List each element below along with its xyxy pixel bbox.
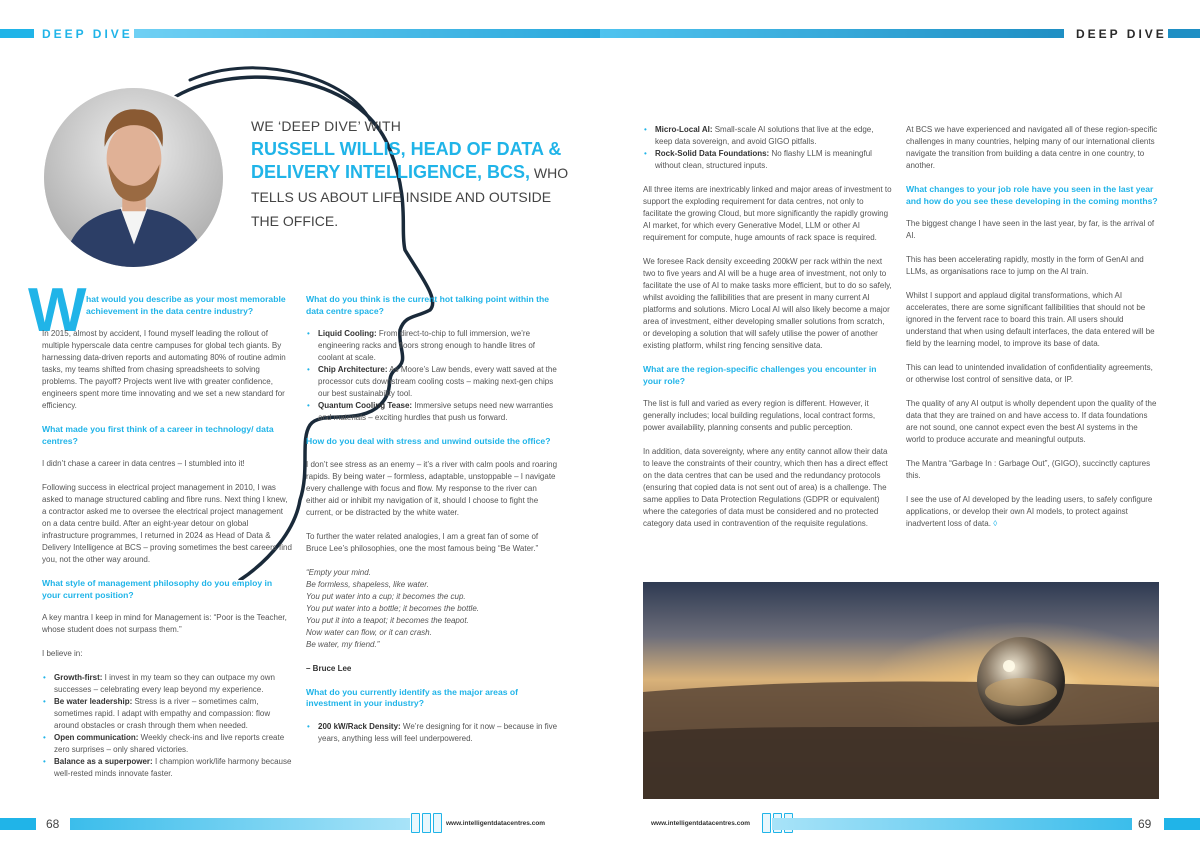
footer-bar-right-long <box>772 818 1132 830</box>
header-bar-left <box>0 29 34 38</box>
end-mark-icon: ◊ <box>993 519 998 528</box>
footer-url-right: www.intelligentdatacentres.com <box>651 820 751 827</box>
list-item: • 200 kW/Rack Density: We’re designing for it now – because in five years, anything less will feel underpowered. <box>306 721 558 745</box>
list-item: • Quantum Cooling Tease: Immersive setups need new warranties and materials – exciting hurdles that push us forward. <box>306 400 558 424</box>
bullet-list <box>643 124 893 172</box>
question-heading: How do you deal with stress and unwind outside the office? <box>306 436 551 446</box>
paragraph: At BCS we have experienced and navigated all of these region-specific challenges in many countries, helping many of our international clients navigate the transition from building a data centre in one country, to another. <box>906 125 1158 170</box>
list-item: • Balance as a superpower: I champion work/life harmony because well-rested minds innovate faster. <box>42 756 292 780</box>
paragraph: In addition, data sovereignty, where any entity cannot allow their data to leave the constraints of their country, which then has a direct effect on the data centres that can be used and the redundancy protocols (ensuring that copied data is not sent out of area) is a challenge. The same applies to Data Protection Regulations (GDPR or equivalent) where the categories of data must be considered and no protected category data used in contravention of the requisite regulations. <box>643 447 888 528</box>
drop-cap: W <box>28 276 87 345</box>
headline <box>251 118 571 233</box>
paragraph: All three items are inextricably linked and major areas of investment to support the exploding requirement for data centres, not only to facilitate the growing Cloud, but more significantly the rapidly growing AI market, for which every Generative Model, LLM or other AI requirement for compute, huge amounts of rack space is required. <box>643 185 892 242</box>
question-heading: What do you think is the current hot talking point within the data centre space? <box>306 294 550 316</box>
paragraph: The quality of any AI output is wholly dependent upon the quality of the data that they are trained on and have access to. If data foundations are not sound, one cannot expect even the best AI systems in the world to produce accurate and meaningful outputs. <box>906 399 1157 444</box>
paragraph: Following success in electrical project management in 2010, I was asked to manage structured cabling and fibre runs. Next thing I knew, a contractor asked me to oversee the electrical project management on a data centre build. After an eight-year detour on global infrastructure programmes, I returned in 2024 as Head of Data & Delivery Intelligence at BCS – proving sometimes the best careers find you, not the other way around. <box>42 483 292 564</box>
question-heading: What are the region-specific challenges you encounter in your role? <box>643 364 877 386</box>
footer-bar-left <box>0 818 36 830</box>
headline-rest: WHO TELLS US ABOUT LIFE INSIDE AND OUTSIDE THE OFFICE. <box>251 165 569 229</box>
list-item: • Open communication: Weekly check-ins and live reports create zero surprises – only shared victories. <box>42 732 292 756</box>
list-item: • Micro-Local AI: Small-scale AI solutions that live at the edge, keep data sovereign, and avoid GIGO pitfalls. <box>643 124 893 148</box>
paragraph: To further the water related analogies, I am a great fan of some of Bruce Lee’s philosophies, one the most famous being “Be Water.” <box>306 531 539 553</box>
list-item: • Rock-Solid Data Foundations: No flashy LLM is meaningful without clean, structured inputs. <box>643 148 893 172</box>
paragraph: The Mantra “Garbage In : Garbage Out”, (GIGO), succinctly captures this. <box>906 459 1151 480</box>
question-heading: What changes to your job role have you seen in the last year and how do you see these developing in the coming months? <box>906 184 1158 206</box>
paragraph: I didn’t chase a career in data centres – I stumbled into it! <box>42 459 245 468</box>
bullet-list <box>42 672 292 780</box>
paragraph: The biggest change I have seen in the last year, by far, is the arrival of AI. <box>906 219 1155 240</box>
portrait-photo <box>42 86 225 269</box>
paragraph: Whilst I support and applaud digital transformations, which AI accelerates, there are some significant fallibilities that should not be ignored in the fervent race to board this train. All users should understand that when using default interfaces, the data entered will be field by the learning model, to improve its base of data. <box>906 291 1155 348</box>
paragraph: We foresee Rack density exceeding 200kW per rack within the next two to five years and AI will be a huge area of investment, not only to facilitate the use of AI to make tasks more efficient, but to do so safely, whilst avoiding the fallibilities that are present in many current AI platforms and solutions. Micro Local AI will also likely become a major area of investment, either developing smaller solutions from scratch, or developing a solution that will safely utilise the power of another existing platform, whilst ring fencing sensitive data. <box>643 257 892 350</box>
footer-url-left: www.intelligentdatacentres.com <box>446 820 546 827</box>
paragraph: The list is full and varied as every region is different. However, it generally includes; local building regulations, local contract forms, power availability, planning consents and public perception. <box>643 399 876 432</box>
list-item: • Liquid Cooling: From direct-to-chip to full immersion, we’re engineering racks and floors strong enough to handle litres of coolant at scale. <box>306 328 558 364</box>
article-column-1 <box>42 294 292 792</box>
paragraph: I see the use of AI developed by the leading users, to safely configure applications, or develop their own AI models, to protect against inadvertent loss of data. ◊ <box>906 495 1153 528</box>
footer-bar-left-long <box>70 818 410 830</box>
paragraph: A key mantra I keep in mind for Management is: “Poor is the Teacher, whose student does not surpass them.” <box>42 613 287 634</box>
beach-crystal-ball-photo <box>643 582 1159 799</box>
header-bar-left-long <box>134 29 600 38</box>
headline-intro: WE ‘DEEP DIVE’ WITH <box>251 118 402 134</box>
section-label-right: DEEP DIVE <box>1076 27 1167 41</box>
quote-author: – Bruce Lee <box>306 663 352 673</box>
headline-name-text: RUSSELL WILLIS, HEAD OF DATA & DELIVERY INTELLIGENCE, BCS, <box>251 139 562 182</box>
footer-bar-right <box>1164 818 1200 830</box>
article-column-4 <box>906 124 1158 542</box>
article-column-2 <box>306 294 558 757</box>
list-item: • Be water leadership: Stress is a river – sometimes calm, sometimes rapid. I adapt with empathy and compassion: flow around obstacles or crash through them when needed. <box>42 696 292 732</box>
bullet-list <box>306 721 558 745</box>
question-heading: hat would you describe as your most memorable achievement in the data centre industry? <box>86 294 286 316</box>
quote: “Empty your mind. Be formless, shapeless, like water. You put water into a cup; it becomes the cup. You put water into a bottle; it becomes the bottle. You put it into a teapot; it becomes the teapot. Now water can flow, or it can crash. Be water, my friend.” <box>306 567 479 649</box>
server-logo-icon <box>411 813 442 833</box>
paragraph: This can lead to unintended invalidation of confidentiality agreements, or otherwise lost control of sensitive data, or IP. <box>906 363 1153 384</box>
page-number-right: 69 <box>1138 817 1152 831</box>
paragraph: In 2015, almost by accident, I found myself leading the rollout of multiple hyperscale data centre campuses for global tech giants. By harnessing data-driven reports and automating 80% of routine admin tasks, my teams shifted from chasing spreadsheets to solving problems. The payoff? Projects went live with greater confidence, engineers spent more time innovating and we set a new standard for efficiency. <box>42 329 286 410</box>
paragraph: I believe in: <box>42 649 83 658</box>
section-label-left: DEEP DIVE <box>42 27 133 41</box>
question-heading: What made you first think of a career in technology/ data centres? <box>42 424 274 446</box>
paragraph: This has been accelerating rapidly, mostly in the form of GenAI and LLMs, as organisations race to jump on the AI train. <box>906 255 1144 276</box>
paragraph: I don’t see stress as an enemy – it’s a river with calm pools and roaring rapids. By being water – formless, adaptable, unstoppable – I navigate every challenge with focus and flow. My response to the river can either aid or inhibit my navigation of it, should I choose to fight the current, or be distracted by the white water. <box>306 459 558 517</box>
question-heading: What do you currently identify as the major areas of investment in your industry? <box>306 686 519 708</box>
header-bar-right-long <box>600 29 1064 38</box>
list-item: • Chip Architecture: As Moore’s Law bends, every watt saved at the processor cuts downstream cooling costs – making next-gen chips our best sustainability tool. <box>306 364 558 400</box>
header-bar-right <box>1168 29 1200 38</box>
headline-name <box>251 138 571 233</box>
question-heading: What style of management philosophy do you employ in your current position? <box>42 578 273 600</box>
page-number-left: 68 <box>46 817 60 831</box>
bullet-list <box>306 328 558 424</box>
article-column-3 <box>643 124 893 542</box>
list-item: • Growth-first: I invest in my team so they can outpace my own successes – celebrating every leap beyond my experience. <box>42 672 292 696</box>
